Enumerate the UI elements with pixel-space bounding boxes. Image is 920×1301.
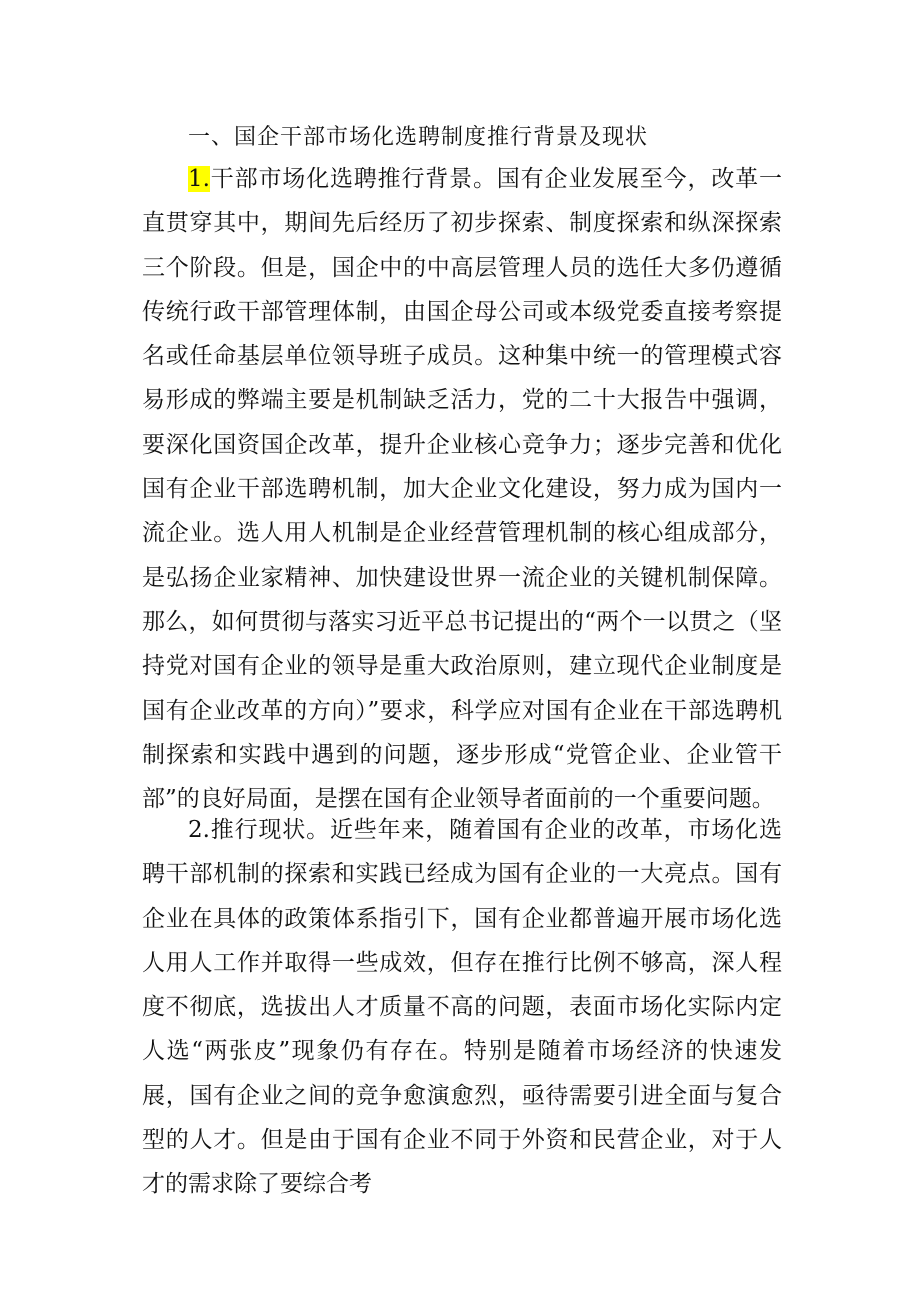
section-heading: 一、国企干部市场化选聘制度推行背景及现状 [188, 125, 649, 150]
highlighted-list-number: 1. [188, 166, 210, 192]
paragraph-background [142, 157, 782, 821]
paragraph-background-text: 干部市场化选聘推行背景。国有企业发展至今，改革一直贯穿其中，期间先后经历了初步探索、制度探索和纵深探索三个阶段。但是，国企中的中高层管理人员的选任大多仍遵循传统行政干部管理体制，由国企母公司或本级党委直接考察提名或任命基层单位领导班子成员。这种集中统一的管理模式容易形成的弊端主要是机制缺乏活力，党的二十大报告中强调，要深化国资国企改革，提升企业核心竞争力；逐步完善和优化国有企业干部选聘机制，加大企业文化建设，努力成为国内一流企业。选人用人机制是企业经营管理机制的核心组成部分，是弘扬企业家精神、加快建设世界一流企业的关键机制保障。那么，如何贯彻与落实习近平总书记提出的“两个一以贯之（坚持党对国有企业的领导是重大政治原则，建立现代企业制度是国有企业改革的方向）”要求，科学应对国有企业在干部选聘机制探索和实践中遇到的问题，逐步形成“党管企业、企业管干部”的良好局面，是摆在国有企业领导者面前的一个重要问题。 [142, 166, 782, 813]
paragraph-status: 2.推行现状。近些年来，随着国有企业的改革，市场化选聘干部机制的探索和实践已经成为国有企业的一大亮点。国有企业在具体的政策体系指引下，国有企业都普遍开展市场化选人用人工作并取得一些成效，但存在推行比例不够高，深人程度不彻底，选拔出人才质量不高的问题，表面市场化实际内定人选“两张皮”现象仍有存在。特别是随着市场经济的快速发展，国有企业之间的竞争愈演愈烈，亟待需要引进全面与复合型的人才。但是由于国有企业不同于外资和民营企业，对于人才的需求除了要综合考 [142, 817, 782, 1198]
